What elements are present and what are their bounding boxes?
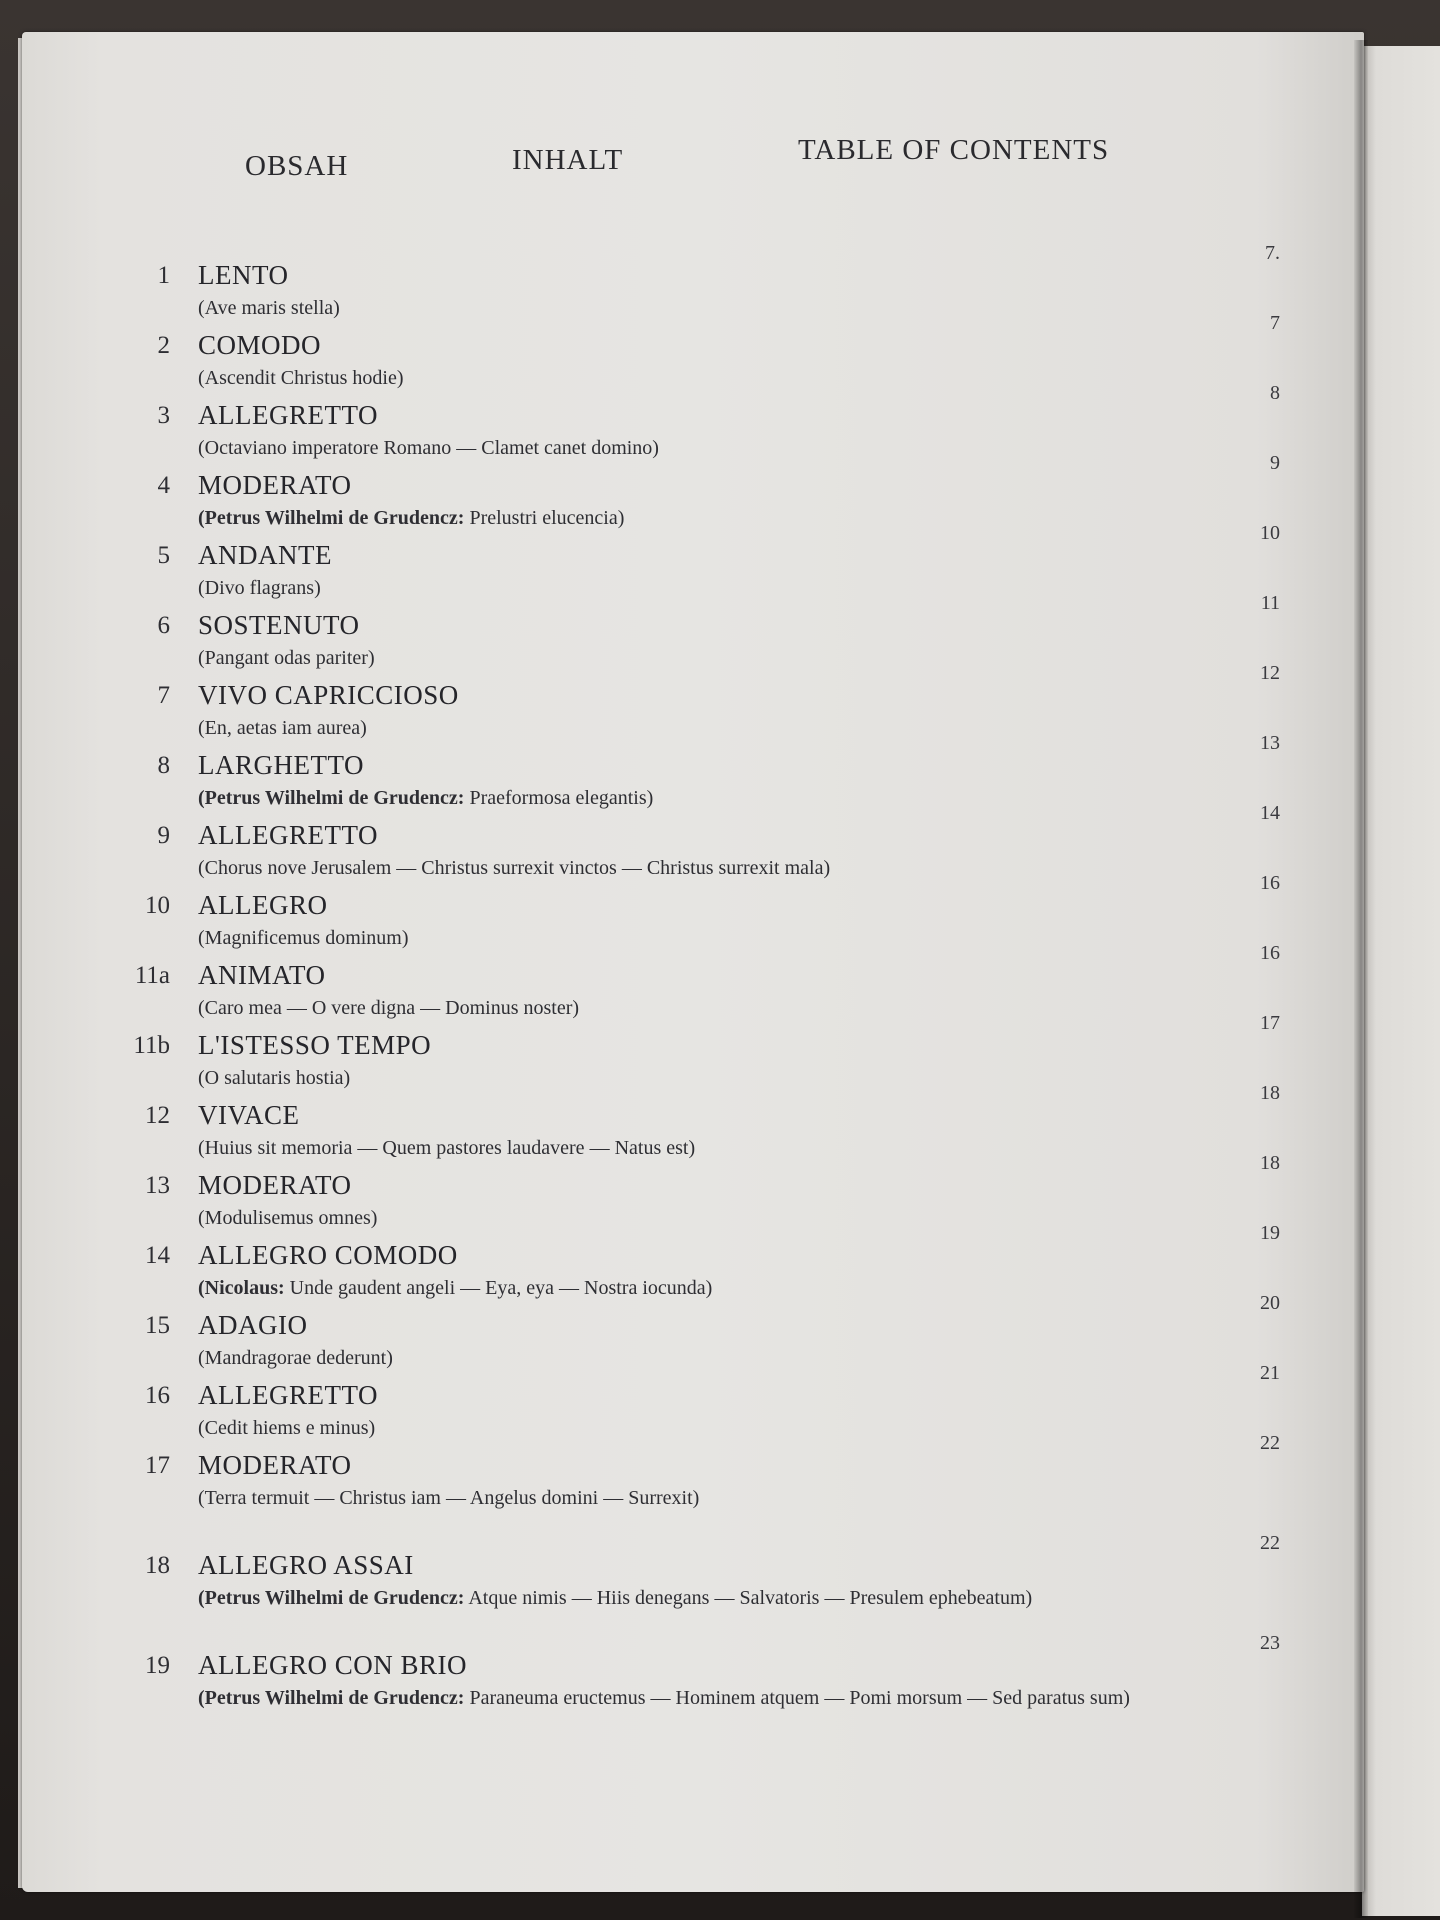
- entry-page-number: 16: [1260, 872, 1280, 894]
- entry-tempo-title: ALLEGRO CON BRIO: [198, 1650, 467, 1680]
- entry-tempo-title: ALLEGRO COMODO: [198, 1240, 458, 1270]
- toc-entry: [110, 1222, 1280, 1312]
- entry-subtitle: [198, 1276, 1198, 1300]
- entry-subtitle: [198, 1346, 1198, 1370]
- header-german: INHALT: [512, 144, 624, 176]
- entry-page-number: 21: [1260, 1362, 1280, 1384]
- entry-page-number: 22: [1260, 1432, 1280, 1454]
- entry-tempo-title: LENTO: [198, 260, 289, 290]
- toc-entry: [110, 1012, 1280, 1102]
- entry-page-number: 10: [1260, 522, 1280, 544]
- entry-subtitle: [198, 856, 1198, 880]
- entry-subtitle: [198, 716, 1198, 740]
- entry-subtitle: [198, 1136, 1198, 1160]
- entry-tempo-title: MODERATO: [198, 1170, 352, 1200]
- entry-number: 6: [157, 612, 170, 639]
- entry-number: 11b: [133, 1032, 170, 1059]
- entry-tempo-title: ALLEGRETTO: [198, 400, 378, 430]
- entry-page-number: 8: [1270, 382, 1280, 404]
- header-czech: OBSAH: [245, 150, 349, 182]
- entry-composer: (Nicolaus:: [198, 1277, 285, 1299]
- entry-number: 5: [157, 542, 170, 569]
- entry-tempo-title: ALLEGRETTO: [198, 1380, 378, 1410]
- entry-subtitle: [198, 366, 1198, 390]
- toc-entry: [110, 312, 1280, 402]
- entry-text-incipits: (Pangant odas pariter): [198, 647, 375, 669]
- entry-number: 16: [145, 1382, 170, 1409]
- entry-page-number: 7.: [1265, 242, 1280, 264]
- entry-number: 7: [157, 682, 170, 709]
- entry-tempo-title: COMODO: [198, 330, 322, 360]
- entry-text-incipits: (Cedit hiems e minus): [198, 1417, 376, 1439]
- toc-entry: [110, 732, 1280, 822]
- entry-page-number: 18: [1260, 1152, 1280, 1174]
- entry-page-number: 19: [1260, 1222, 1280, 1244]
- entry-subtitle: [198, 506, 1198, 530]
- entry-page-number: 22: [1260, 1532, 1280, 1554]
- entry-subtitle: [198, 1206, 1198, 1230]
- entry-text-incipits: (Huius sit memoria — Quem pastores laudavere — Natus est): [198, 1137, 696, 1159]
- entry-number: 1: [157, 262, 170, 289]
- entry-tempo-title: ADAGIO: [198, 1310, 308, 1340]
- entry-tempo-title: SOSTENUTO: [198, 610, 360, 640]
- entry-subtitle: [198, 576, 1198, 600]
- toc-entry: [110, 1632, 1280, 1722]
- entry-subtitle: [198, 1686, 1198, 1710]
- entry-tempo-title: ALLEGRETTO: [198, 820, 378, 850]
- entry-text-incipits: Prelustri elucencia): [464, 507, 625, 529]
- entry-number: 13: [145, 1172, 170, 1199]
- entry-page-number: 16: [1260, 942, 1280, 964]
- entry-number: 12: [145, 1102, 170, 1129]
- entry-tempo-title: L'ISTESSO TEMPO: [198, 1030, 432, 1060]
- entry-tempo-title: LARGHETTO: [198, 750, 364, 780]
- toc-entry: [110, 592, 1280, 682]
- entry-text-incipits: (Caro mea — O vere digna — Dominus noster): [198, 997, 580, 1019]
- toc-entry: [110, 382, 1280, 472]
- toc-entry: [110, 872, 1280, 962]
- entry-text-incipits: (Octaviano imperatore Romano — Clamet canet domino): [198, 437, 659, 459]
- entry-page-number: 9: [1270, 452, 1280, 474]
- entry-composer: (Petrus Wilhelmi de Grudencz:: [198, 507, 465, 529]
- toc-entry: [110, 1532, 1280, 1652]
- entry-page-number: 20: [1260, 1292, 1280, 1314]
- entry-page-number: 14: [1260, 802, 1280, 824]
- entry-text-incipits: (Divo flagrans): [198, 577, 321, 599]
- entry-number: 17: [145, 1452, 170, 1479]
- toc-entry: [110, 452, 1280, 542]
- toc-entry: [110, 242, 1280, 332]
- entry-page-number: 23: [1260, 1632, 1280, 1654]
- entry-text-incipits: (Terra termuit — Christus iam — Angelus domini — Surrexit): [198, 1487, 700, 1509]
- entry-tempo-title: VIVO CAPRICCIOSO: [198, 680, 459, 710]
- entry-subtitle: [198, 646, 1198, 670]
- toc-entry: [110, 1082, 1280, 1172]
- toc-entry: [110, 1152, 1280, 1242]
- entry-text-incipits: (Magnificemus dominum): [198, 927, 409, 949]
- entry-text-incipits: (Chorus nove Jerusalem — Christus surrexit vinctos — Christus surrexit mala): [198, 857, 831, 879]
- toc-entry: [110, 1292, 1280, 1382]
- entry-page-number: 18: [1260, 1082, 1280, 1104]
- entry-number: 11a: [134, 962, 170, 989]
- entry-subtitle: [198, 1486, 1198, 1510]
- entry-tempo-title: ALLEGRO ASSAI: [198, 1550, 414, 1580]
- table-of-contents: [110, 242, 1280, 1722]
- entry-number: 10: [145, 892, 170, 919]
- entry-text-incipits: Atque nimis — Hiis denegans — Salvatoris — Presulem ephebeatum): [464, 1587, 1033, 1609]
- entry-subtitle: [198, 1416, 1198, 1440]
- entry-subtitle: [198, 786, 1198, 810]
- toc-entry: [110, 662, 1280, 752]
- entry-number: 18: [145, 1552, 170, 1579]
- entry-subtitle: [198, 1066, 1198, 1090]
- entry-text-incipits: (Modulisemus omnes): [198, 1207, 378, 1229]
- entry-page-number: 11: [1260, 592, 1280, 614]
- entry-text-incipits: (En, aetas iam aurea): [198, 717, 367, 739]
- entry-composer: (Petrus Wilhelmi de Grudencz:: [198, 1587, 465, 1609]
- toc-entry: [110, 942, 1280, 1032]
- entry-tempo-title: ALLEGRO: [198, 890, 328, 920]
- entry-subtitle: [198, 436, 1198, 460]
- entry-number: 3: [157, 402, 170, 429]
- entry-text-incipits: (Ascendit Christus hodie): [198, 367, 404, 389]
- entry-text-incipits: Paraneuma eructemus — Hominem atquem — Pomi morsum — Sed paratus sum): [464, 1687, 1130, 1709]
- entry-subtitle: [198, 926, 1198, 950]
- toc-entry: [110, 1432, 1280, 1552]
- entry-page-number: 12: [1260, 662, 1280, 684]
- entry-number: 14: [145, 1242, 170, 1269]
- entry-page-number: 17: [1260, 1012, 1280, 1034]
- entry-page-number: 13: [1260, 732, 1280, 754]
- toc-entry: [110, 802, 1280, 892]
- entry-tempo-title: VIVACE: [198, 1100, 300, 1130]
- entry-tempo-title: MODERATO: [198, 1450, 352, 1480]
- entry-number: 4: [157, 472, 170, 499]
- spine-shadow: [1354, 40, 1368, 1918]
- entry-subtitle: [198, 296, 1198, 320]
- toc-header: [0, 134, 1440, 190]
- entry-number: 19: [145, 1652, 170, 1679]
- entry-composer: (Petrus Wilhelmi de Grudencz:: [198, 787, 465, 809]
- header-english: TABLE OF CONTENTS: [798, 134, 1110, 166]
- facing-page: [1362, 46, 1440, 1916]
- entry-text-incipits: (Mandragorae dederunt): [198, 1347, 393, 1369]
- entry-text-incipits: (O salutaris hostia): [198, 1067, 351, 1089]
- entry-text-incipits: Praeformosa elegantis): [464, 787, 654, 809]
- entry-number: 15: [145, 1312, 170, 1339]
- entry-tempo-title: ANDANTE: [198, 540, 332, 570]
- entry-number: 9: [157, 822, 170, 849]
- entry-page-number: 7: [1270, 312, 1280, 334]
- entry-subtitle: [198, 996, 1198, 1020]
- entry-tempo-title: MODERATO: [198, 470, 352, 500]
- toc-entry: [110, 1362, 1280, 1452]
- entry-text-incipits: Unde gaudent angeli — Eya, eya — Nostra iocunda): [284, 1277, 713, 1299]
- entry-subtitle: [198, 1586, 1198, 1610]
- entry-text-incipits: (Ave maris stella): [198, 297, 340, 319]
- entry-tempo-title: ANIMATO: [198, 960, 326, 990]
- entry-number: 2: [157, 332, 170, 359]
- entry-composer: (Petrus Wilhelmi de Grudencz:: [198, 1687, 465, 1709]
- entry-number: 8: [157, 752, 170, 779]
- toc-entry: [110, 522, 1280, 612]
